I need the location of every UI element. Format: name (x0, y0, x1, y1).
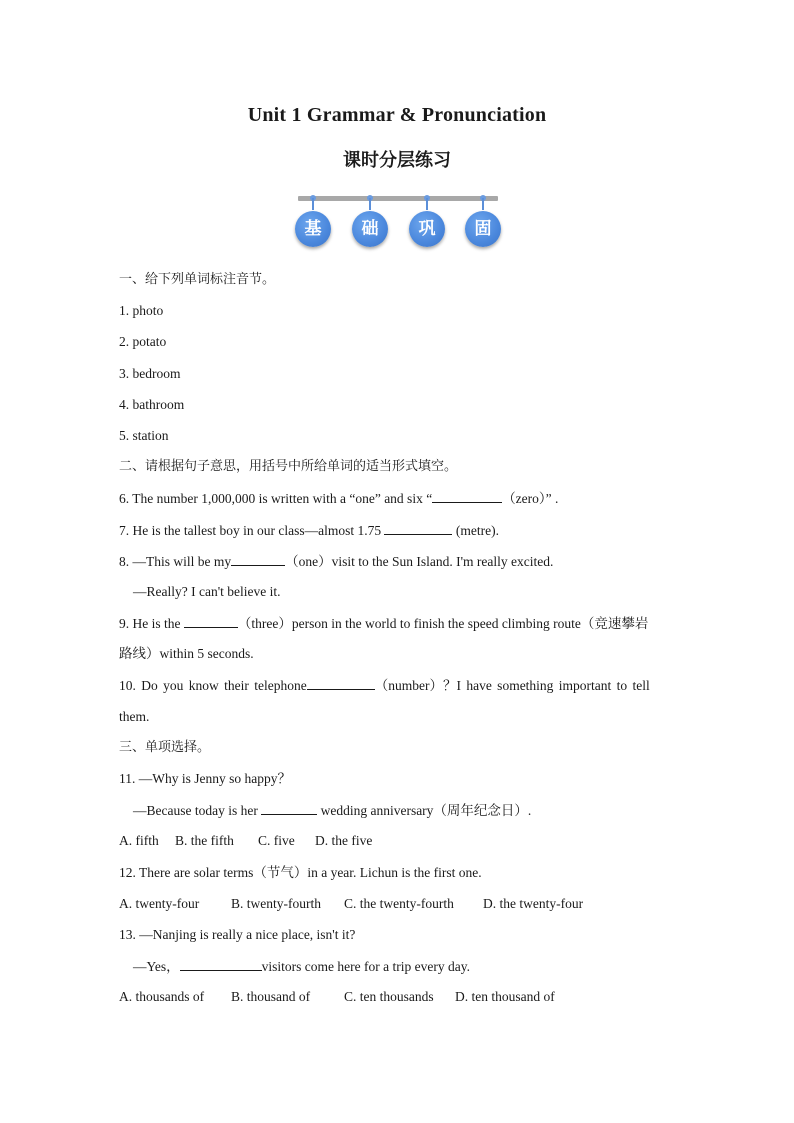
section-heading: 三、单项选择。 (119, 739, 211, 755)
section-heading: 一、给下列单词标注音节。 (119, 272, 276, 287)
page-title: Unit 1 Grammar & Pronunciation (247, 104, 547, 126)
question-10-continued: them. (119, 708, 150, 724)
list-item: 3. bedroom (119, 365, 181, 381)
section-heading: 二、请根据句子意思，用括号中所给单词的适当形式填空。 (119, 459, 458, 475)
answer-blank[interactable] (180, 956, 262, 971)
question-9-continued: 路线）within 5 seconds. (119, 646, 254, 662)
answer-blank[interactable] (384, 520, 452, 535)
answer-blank[interactable] (307, 675, 375, 690)
exercise-content (119, 270, 679, 1019)
badge-char: 基 (295, 211, 331, 247)
answer-blank[interactable] (432, 488, 502, 503)
question-11: 11. —Why is Jenny so happy？ (119, 771, 291, 786)
option-a[interactable]: A. twenty-four (119, 895, 200, 911)
page-subtitle: 课时分层练习 (343, 150, 451, 171)
question-7: 7. He is the tallest boy in our class—almost 1.75 (metre). (119, 520, 679, 551)
question-8-reply: —Really? I can't believe it. (133, 583, 281, 599)
question-12-options (119, 894, 679, 925)
option-d[interactable]: D. the twenty-four (483, 895, 584, 911)
section-badge (298, 194, 498, 252)
list-item: 2. potato (119, 334, 167, 350)
list-item: 1. photo (119, 303, 164, 319)
option-a[interactable]: A. fifth (119, 833, 159, 849)
badge-bar (298, 196, 498, 201)
question-9: 9. He is the （three）person in the world to finish the speed climbing route（竞速攀岩 (119, 613, 679, 644)
question-8: 8. —This will be my （one）visit to the Sun Island. I'm really excited. (119, 551, 679, 582)
question-13-reply: —Yes， visitors come here for a trip every day. (119, 956, 679, 987)
option-c[interactable]: C. the twenty-fourth (344, 895, 454, 911)
option-c[interactable]: C. ten thousands (344, 989, 434, 1005)
question-6: 6. The number 1,000,000 is written with a “one” and six “ （zero）” . (119, 488, 679, 519)
option-b[interactable]: B. twenty-fourth (231, 895, 321, 911)
question-13: 13. —Nanjing is really a nice place, isn't it? (119, 926, 356, 942)
option-d[interactable]: D. ten thousand of (455, 989, 555, 1005)
question-12: 12. There are solar terms（节气）in a year. Lichun is the first one. (119, 864, 482, 880)
option-d[interactable]: D. the five (315, 833, 373, 849)
option-c[interactable]: C. five (258, 833, 295, 849)
question-11-options (119, 831, 679, 862)
option-b[interactable]: B. thousand of (231, 989, 311, 1005)
answer-blank[interactable] (184, 613, 238, 628)
badge-char: 固 (465, 211, 501, 247)
badge-char: 础 (352, 211, 388, 247)
answer-blank[interactable] (231, 551, 285, 566)
badge-char: 巩 (409, 211, 445, 247)
question-13-options (119, 987, 679, 1018)
list-item: 4. bathroom (119, 396, 185, 412)
question-10: 10. Do you know their telephone （number）？I have something important to tell (119, 675, 679, 706)
option-a[interactable]: A. thousands of (119, 989, 205, 1005)
option-b[interactable]: B. the fifth (175, 833, 234, 849)
question-11-reply: —Because today is her wedding anniversary（周年纪念日）. (119, 800, 679, 831)
list-item: 5. station (119, 427, 169, 443)
answer-blank[interactable] (261, 800, 317, 815)
